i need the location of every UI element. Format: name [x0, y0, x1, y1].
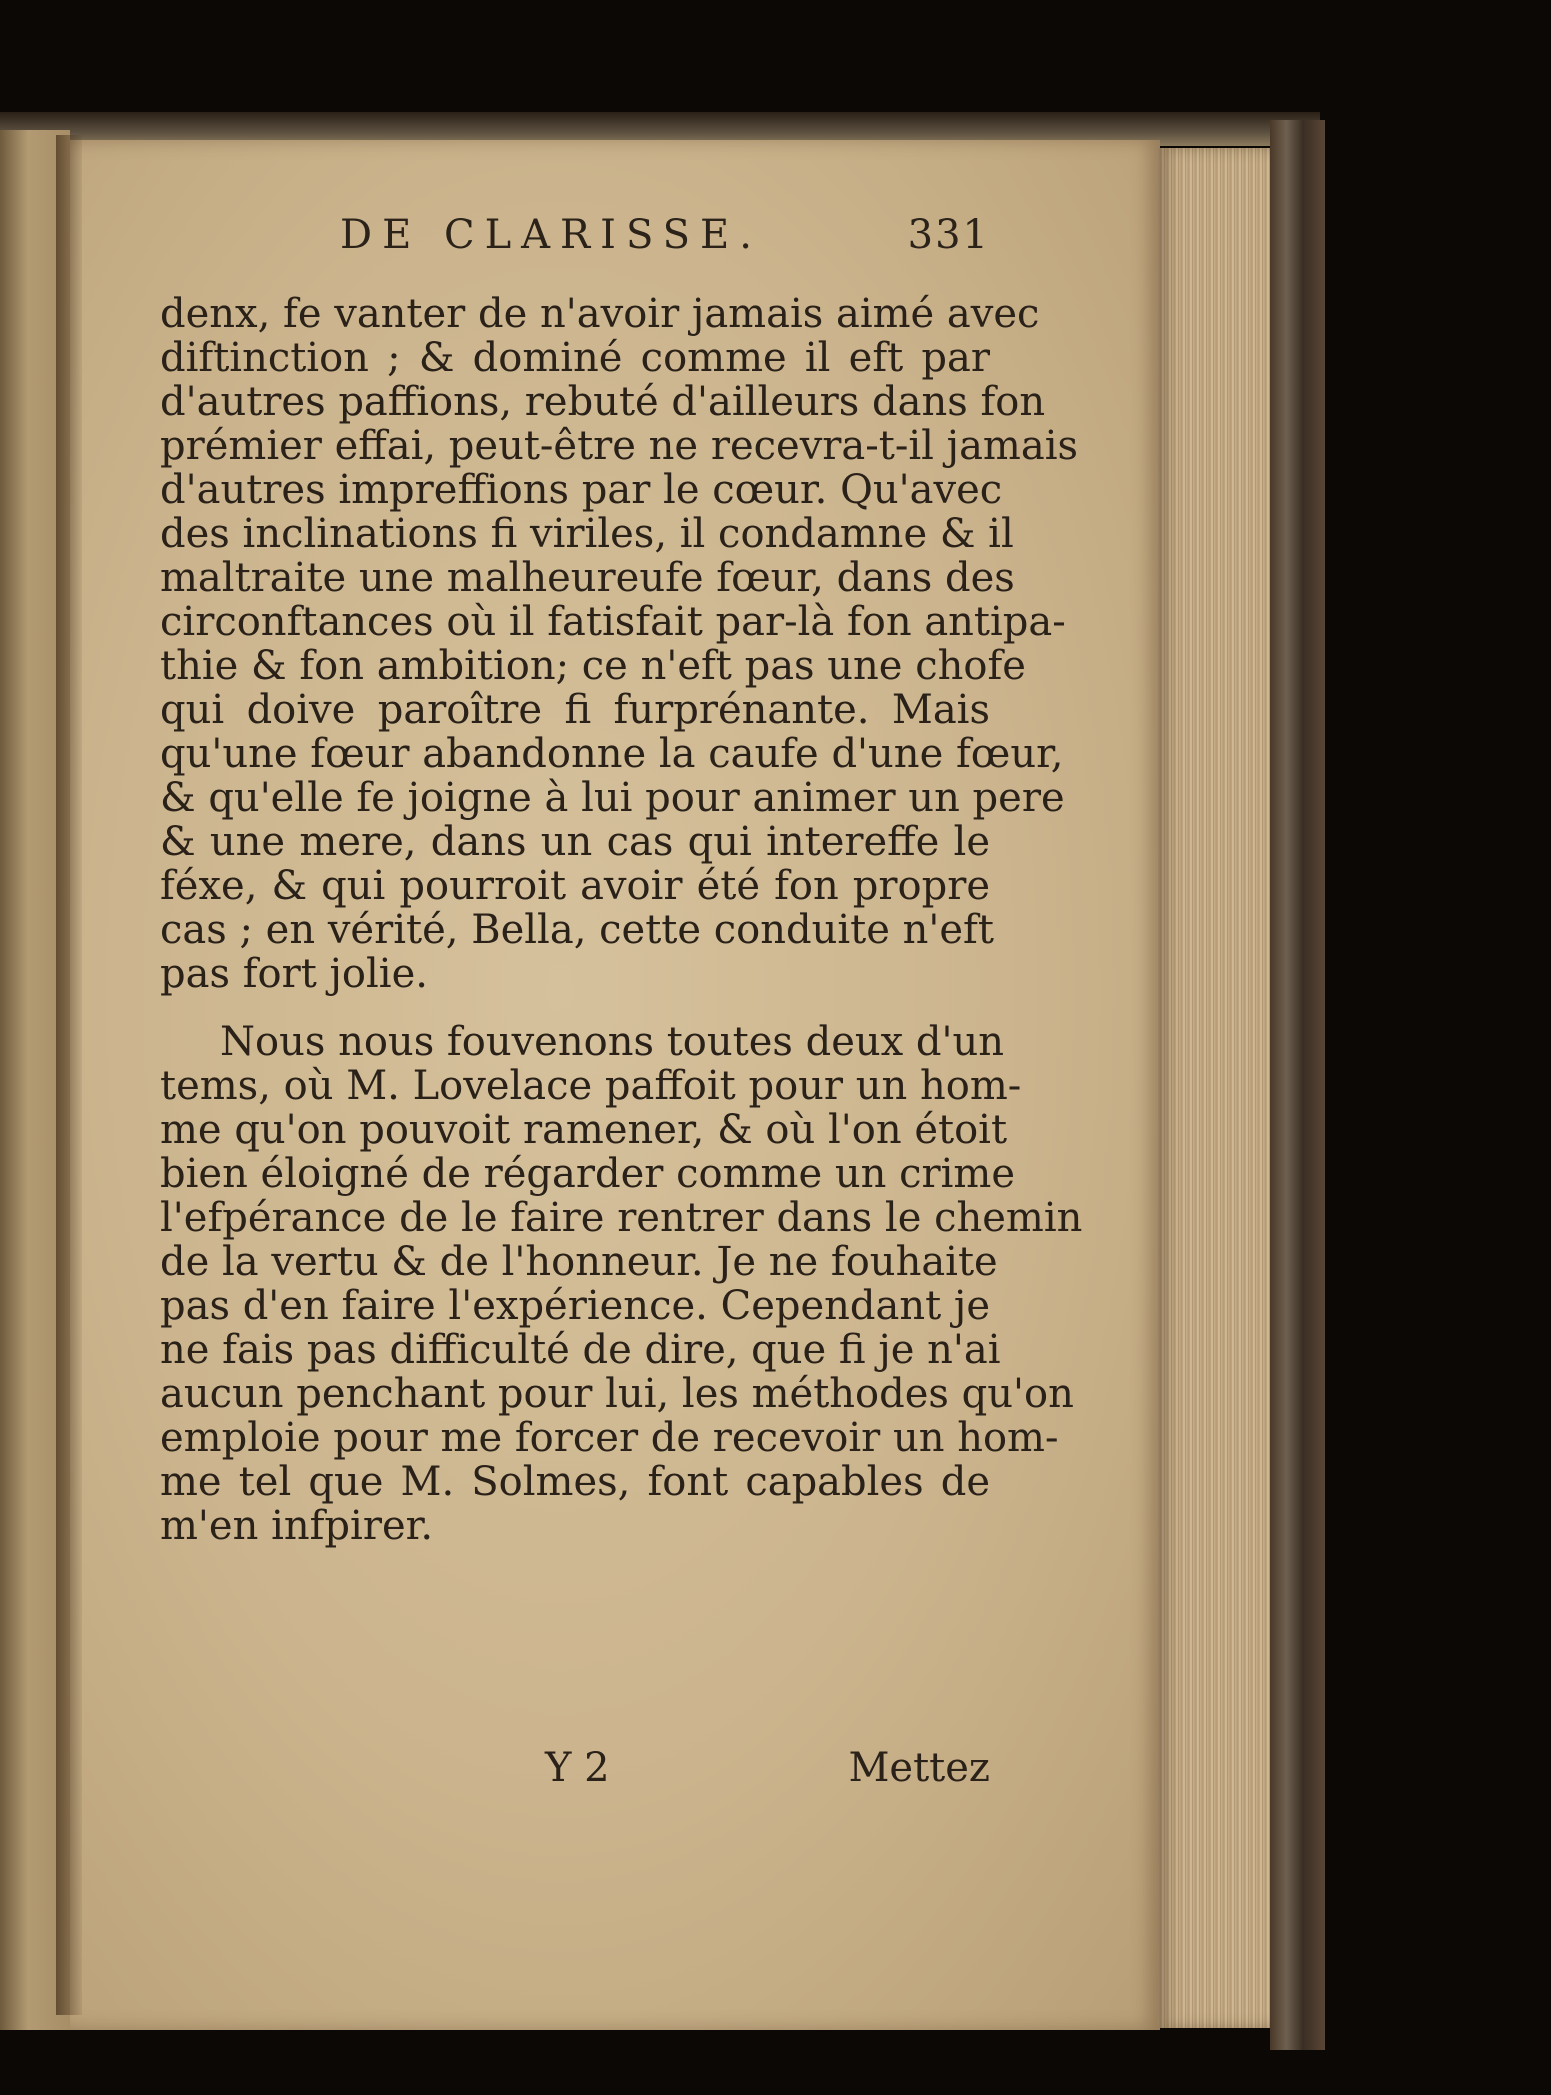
text-line: pas fort jolie.: [160, 951, 428, 997]
text-line: me qu'on pouvoit ramener, & où l'on étoit: [160, 1107, 1008, 1153]
page-number: 331: [907, 212, 990, 258]
running-head-title: DE CLARISSE.: [340, 212, 762, 258]
text-line: des inclinations fi viriles, il condamne & il: [160, 511, 1014, 557]
text-line: féxe, & qui pourroit avoir été fon propre: [160, 863, 990, 909]
running-head: [340, 212, 990, 272]
text-line: qu'une fœur abandonne la caufe d'une fœur,: [160, 731, 1064, 777]
signature-mark: Y 2: [545, 1745, 610, 1791]
text-line: maltraite une malheureufe fœur, dans des: [160, 555, 1015, 601]
text-line: & une mere, dans un cas qui intereffe le: [160, 819, 990, 865]
text-line: qui doive paroître fi furprénante. Mais: [160, 687, 990, 733]
book-cover-edge: [1270, 120, 1325, 2050]
text-line: circonftances où il fatisfait par-là fon antipa-: [160, 599, 1066, 645]
text-line: m'en infpirer.: [160, 1503, 434, 1549]
text-line: Nous nous fouvenons toutes deux d'un: [220, 1019, 1005, 1065]
text-line: denx, fe vanter de n'avoir jamais aimé avec: [160, 291, 1040, 337]
text-line: aucun penchant pour lui, les méthodes qu'on: [160, 1371, 1074, 1417]
text-line: d'autres impreffions par le cœur. Qu'avec: [160, 467, 1003, 513]
text-line: d'autres paffions, rebuté d'ailleurs dans fon: [160, 379, 1046, 425]
text-line: bien éloigné de régarder comme un crime: [160, 1151, 1015, 1197]
text-line: l'efpérance de le faire rentrer dans le chemin: [160, 1195, 1083, 1241]
text-line: & qu'elle fe joigne à lui pour animer un pere: [160, 775, 1065, 821]
text-line: me tel que M. Solmes, font capables de: [160, 1459, 990, 1505]
text-line: pas d'en faire l'expérience. Cependant je: [160, 1283, 990, 1329]
text-line: de la vertu & de l'honneur. Je ne fouhaite: [160, 1239, 998, 1285]
text-line: tems, où M. Lovelace paffoit pour un hom-: [160, 1063, 1022, 1109]
catchword: Mettez: [848, 1745, 990, 1791]
gutter-shadow: [56, 135, 82, 2015]
page-fore-edge: [1158, 148, 1276, 2028]
text-line: thie & fon ambition; ce n'eft pas une chofe: [160, 643, 1026, 689]
text-line: emploie pour me forcer de recevoir un hom-: [160, 1415, 1059, 1461]
text-line: prémier effai, peut-être ne recevra-t-il jamais: [160, 423, 1079, 469]
text-line: ne fais pas difficulté de dire, que fi je n'ai: [160, 1327, 1001, 1373]
text-line: diftinction ; & dominé comme il eft par: [160, 335, 990, 381]
text-line: cas ; en vérité, Bella, cette conduite n'eft: [160, 907, 994, 953]
page-footer: [160, 1745, 990, 1805]
